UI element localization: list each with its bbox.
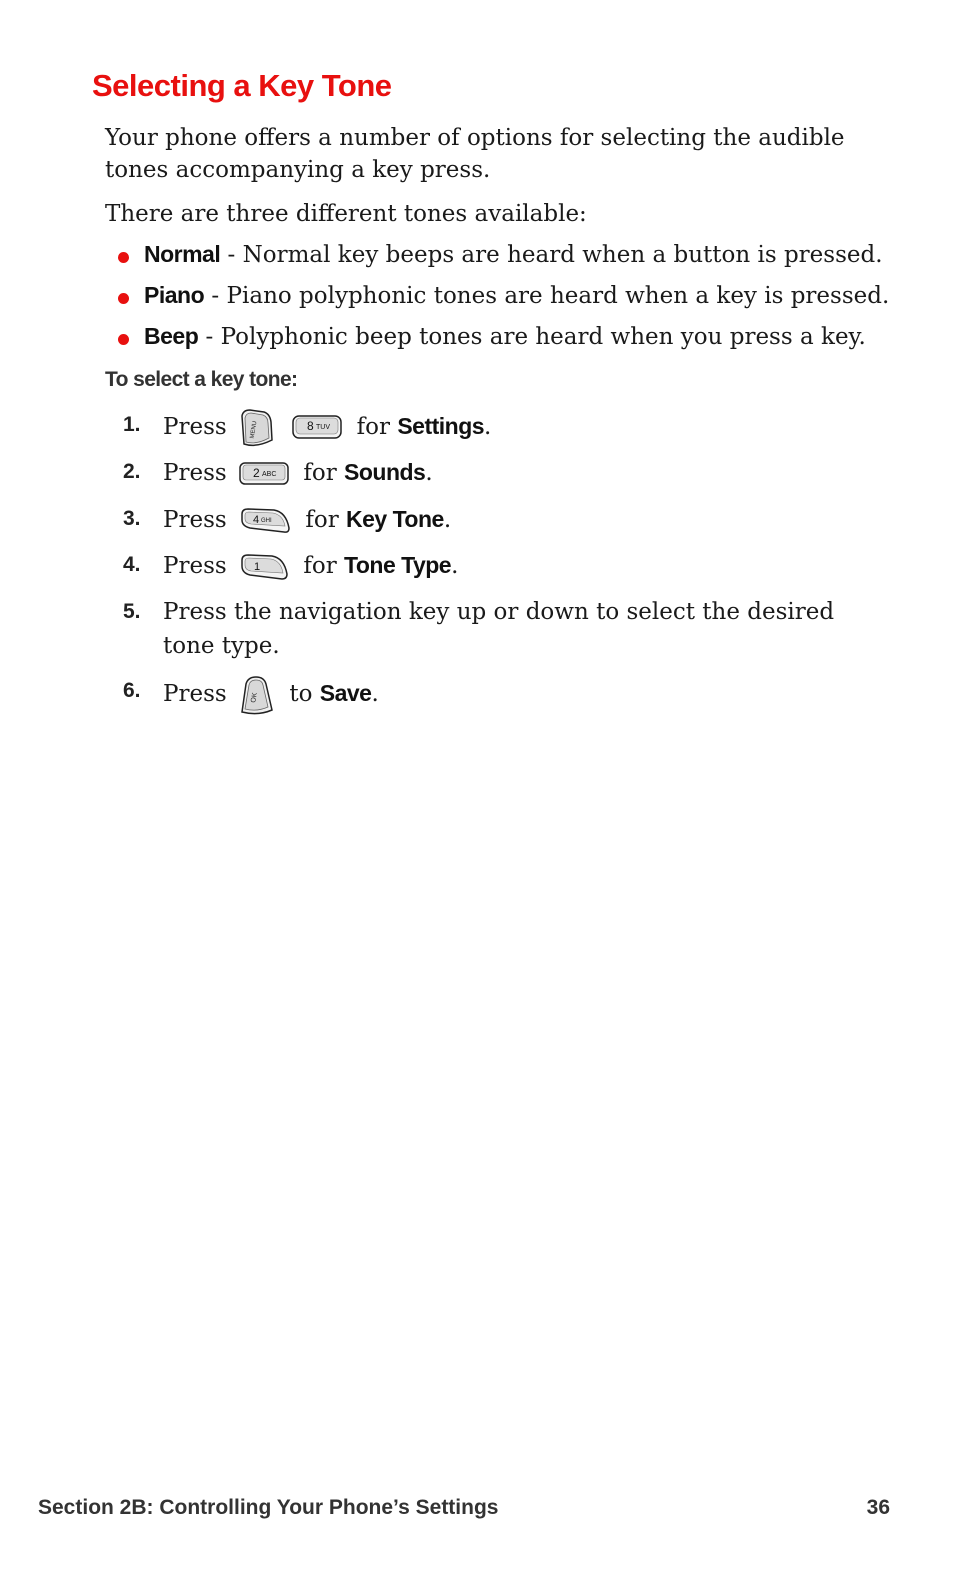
step-item [123,595,843,674]
step-connector: for [356,414,390,440]
menu-key-label: MENU [249,420,259,440]
key-8-letters: TUV [316,424,331,431]
tone-desc: - Normal key beeps are heard when a button is pressed. [220,242,883,268]
bullet-icon [118,293,129,304]
tone-item-normal [116,238,896,279]
tone-item-beep [116,320,896,361]
step-number: 2. [123,460,141,483]
step-connector: for [305,507,339,533]
step-number: 1. [123,413,141,436]
key-2-letters: ABC [262,471,277,478]
key-4-letters: GHI [261,518,272,524]
page-title: Selecting a Key Tone [92,68,392,103]
step-number: 5. [123,600,141,623]
tone-term: Piano [144,282,205,308]
menu-key-icon [238,408,274,448]
key-4-icon [238,506,292,536]
bullet-icon [118,334,129,345]
footer-section-title: Section 2B: Controlling Your Phone’s Settings [38,1496,499,1519]
key-1-icon [238,552,290,582]
step-number: 3. [123,507,141,530]
key-8-icon [291,414,343,442]
page-number: 36 [866,1496,890,1519]
key-8-number: 8 [307,419,315,433]
step-verb: Press [163,460,227,486]
key-2-number: 2 [253,466,260,480]
intro-paragraph: Your phone offers a number of options for selecting the audible tones accompanying a key press. [105,125,845,183]
tone-item-piano [116,279,896,320]
menu-target: Save [319,680,372,706]
menu-target: Settings [397,413,485,439]
step-list [123,408,843,714]
step-verb: Press [163,553,227,579]
step-item [123,455,843,502]
step-end: . [425,460,433,486]
tone-desc: - Polyphonic beep tones are heard when you press a key. [198,324,866,350]
step-end: . [484,414,492,440]
step-end: . [443,507,452,533]
menu-target: Key Tone [346,506,444,532]
step-verb: Press [163,414,227,440]
step-connector: for [303,460,337,486]
ok-key-icon [238,674,276,716]
step-item [123,408,843,455]
key-4-number: 4 [253,514,260,526]
bullet-icon [118,252,129,263]
tone-list [116,238,896,361]
procedure-heading: To select a key tone: [105,368,298,391]
step-text: Press the navigation key up or down to select the desired tone type. [163,599,835,659]
menu-target: Sounds [344,459,426,485]
step-verb: Press [163,681,227,707]
step-number: 6. [123,679,141,702]
tone-desc: - Piano polyphonic tones are heard when a key is pressed. [204,283,890,309]
tone-term: Beep [144,323,199,349]
step-number: 4. [123,553,141,576]
key-1-number: 1 [254,561,261,573]
lead-paragraph: There are three different tones available: [105,201,587,227]
step-connector: for [303,553,337,579]
menu-target: Tone Type [344,552,452,578]
ok-key-label: OK [250,692,259,704]
step-item [123,674,843,714]
tone-term: Normal [144,241,221,267]
step-item [123,502,843,548]
step-end: . [451,553,459,579]
step-connector: to [289,681,313,707]
step-item [123,548,843,595]
key-2-icon [238,460,290,488]
step-end: . [371,681,379,707]
step-verb: Press [163,507,227,533]
